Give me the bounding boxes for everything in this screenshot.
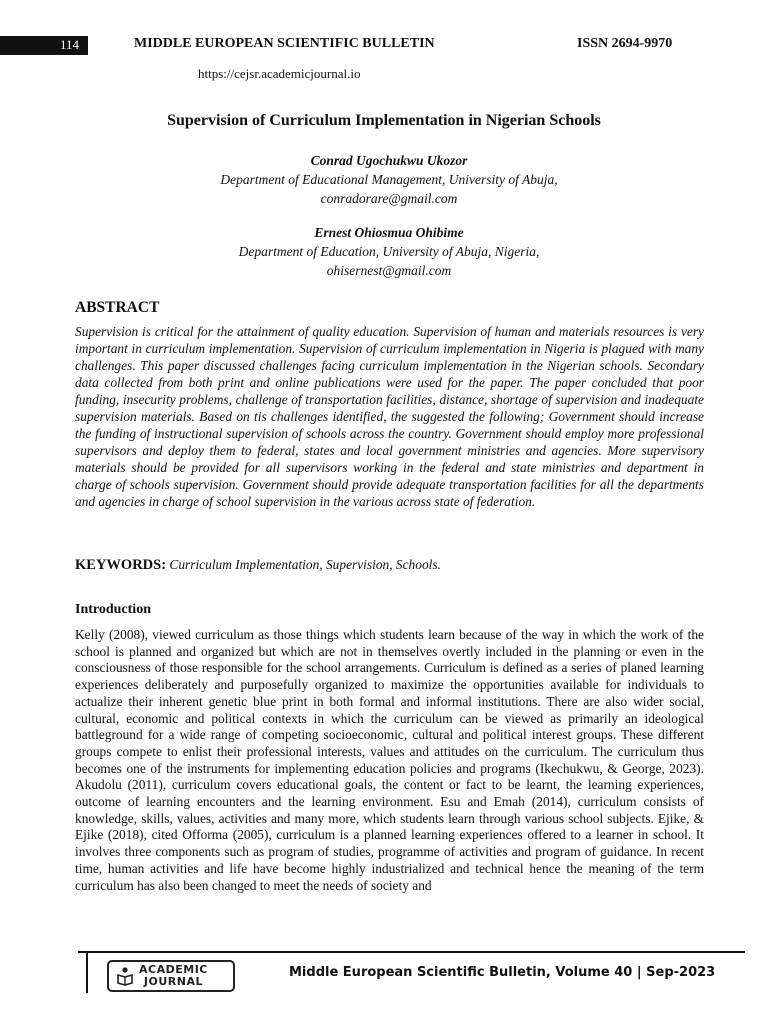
footer-citation: Middle European Scientific Bulletin, Volume 40 | Sep-2023 — [289, 965, 716, 980]
journal-url[interactable]: https://cejsr.academicjournal.io — [198, 66, 361, 81]
introduction-text: Kelly (2008), viewed curriculum as those things which students learn because of the way in which the work of the school is planned and organized but which are not in themselves overtly included in the planning or even in the consciousness of those responsible for the school arrangements. Curriculum is defined as a series of planed learning experiences deliberately and purposefully organized to maximize the opportunities available for individuals to actualize their inherent genetic blue print in both formal and informal institutions. There are also wider social, cultural, economic and political contexts in which the curriculum can be viewed as primarily an ideological battleground for a wide range of competing socioeconomic, cultural and political interest groups. These different groups compete to enlist their professional interests, values and attitudes on the curriculum. The curriculum thus becomes one of the instruments for implementing education policies and programs (Ikechukwu, & George, 2023). Akudolu (2011), curriculum covers educational goals, the content or fact to be learnt, the learning experiences, outcome of learning encounters and the learning environment. Esu and Emah (2014), curriculum consists of knowledge, skills, values, activities and many more, which students learn through various school subjects. Ejike, & Ejike (2018), cited Offorma (2005), curriculum is a planned learning experiences offered to a learner in school. It involves three components such as program of studies, programme of activities and program of guidance. In recent time, human activities and life have become highly industrialized and technical hence the meaning of the term curriculum has also been changed to meet the needs of society and — [75, 627, 704, 893]
author-email[interactable]: ohisernest@gmail.com — [326, 263, 452, 278]
academic-journal-logo — [107, 960, 235, 992]
author-affiliation: Department of Educational Management, University of Abuja, — [220, 172, 558, 187]
logo-line-1: ACADEMIC — [139, 963, 208, 976]
author-name: Conrad Ugochukwu Ukozor — [310, 153, 468, 168]
issn: ISSN 2694-9970 — [577, 36, 673, 51]
author-block-2 — [0, 223, 768, 280]
keywords-line — [75, 557, 704, 574]
logo-wordmark — [139, 964, 208, 988]
journal-name: MIDDLE EUROPEAN SCIENTIFIC BULLETIN — [134, 36, 435, 51]
page-number: 114 — [60, 37, 80, 52]
footer-divider — [86, 951, 88, 993]
author-block-1 — [0, 151, 768, 208]
keywords-text: Curriculum Implementation, Supervision, Schools. — [169, 557, 441, 572]
author-affiliation: Department of Education, University of Abuja, Nigeria, — [238, 244, 540, 259]
abstract-heading: ABSTRACT — [75, 299, 160, 316]
introduction-heading: Introduction — [75, 602, 151, 617]
author-name: Ernest Ohiosmua Ohibime — [314, 225, 464, 240]
paper-title: Supervision of Curriculum Implementation in Nigerian Schools — [167, 112, 601, 129]
keywords-label: KEYWORDS: — [75, 557, 167, 573]
abstract-text: Supervision is critical for the attainment of quality education. Supervision of human and materials resources is very important in curriculum implementation. Supervision of curriculum implementation in Nigeria is plagued with many challenges. This paper discussed challenges facing curriculum implementation in the Nigerian schools. Secondary data collected from both print and online publications were used for the paper. The paper concluded that poor funding, insecurity problems, challenge of transportation facilities, distance, shortage of supervision and inadequate supervision materials. Based on tis challenges identified, the suggested the following; Government should increase the funding of instructional supervision of schools across the country. Government should employ more professional supervisors and deploy them to federal, states and local government ministries and agencies. More supervisory materials should be provided for all supervisors working in the federal and state ministries and department in charge of schools supervision. Government should provide adequate transportation facilities for all the departments and agencies in charge of school supervision in the various across state of federation. — [75, 324, 704, 509]
author-email[interactable]: conradorare@gmail.com — [320, 191, 458, 206]
logo-line-2: JOURNAL — [143, 975, 203, 988]
footer-rule — [78, 951, 745, 953]
reader-book-icon — [115, 966, 135, 986]
